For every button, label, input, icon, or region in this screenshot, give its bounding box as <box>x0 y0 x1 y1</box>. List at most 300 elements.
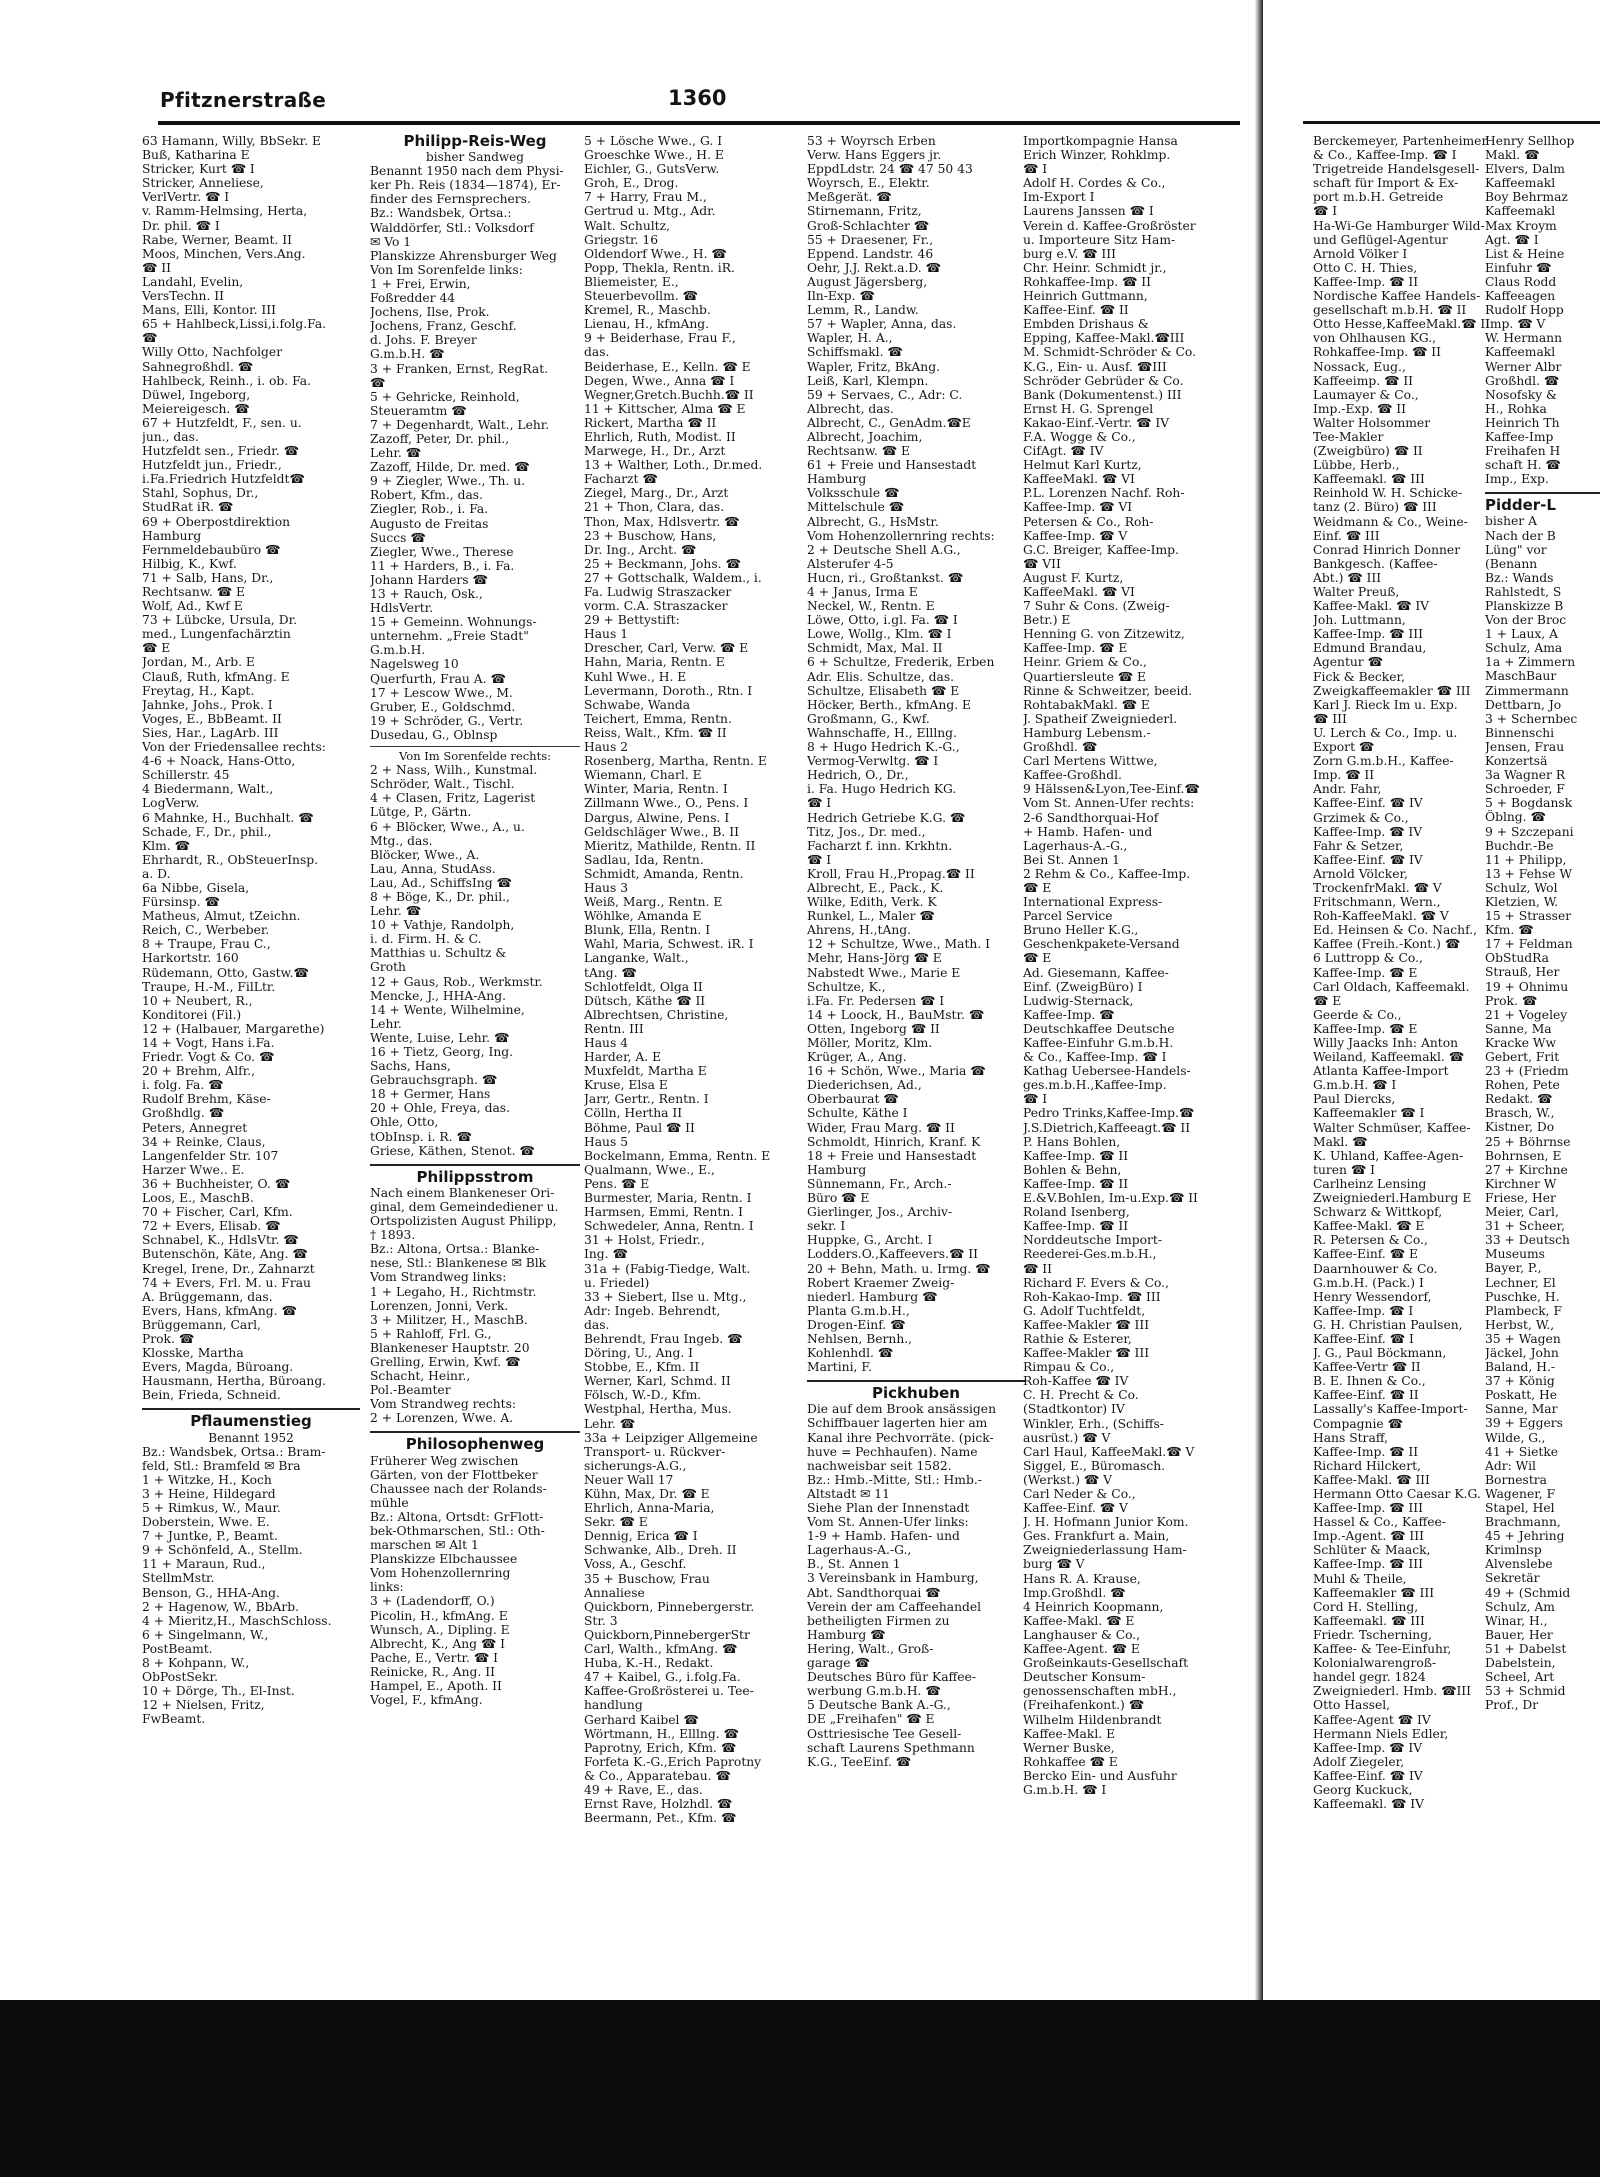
entry-line: turen ☎ I <box>1313 1162 1375 1177</box>
street-subtitle: bisher Sandweg <box>426 150 524 165</box>
entry-line: Harzer Wwe.. E. <box>142 1162 245 1177</box>
entry-line: Werner Albr <box>1485 359 1562 374</box>
entry-line: Ing. ☎ <box>584 1247 628 1262</box>
entry-line: Ziegel, Marg., Dr., Arzt <box>584 486 729 501</box>
street-subtitle: Benannt 1952 <box>208 1430 294 1445</box>
entry-line: Adr: Wil <box>1485 1458 1536 1473</box>
entry-line: 1 + Witzke, H., Koch <box>142 1472 272 1487</box>
entry-line: 37 + König <box>1485 1374 1555 1389</box>
entry-line: das. <box>584 1317 610 1332</box>
entry-line: Prok. ☎ <box>1485 993 1538 1008</box>
entry-line: i.Fa. Fr. Pedersen ☎ I <box>807 993 945 1008</box>
entry-line: betheiligten Firmen zu <box>807 1613 950 1628</box>
entry-line: Carl Neder & Co., <box>1023 1487 1136 1501</box>
entry-line: 5 Deutsche Bank A.-G., <box>807 1698 951 1713</box>
entry-line: Matheus, Almut, tZeichn. <box>142 909 301 924</box>
entry-line: Großhdl. ☎ <box>1485 373 1560 388</box>
entry-line: Roland Isenberg, <box>1023 1205 1130 1220</box>
entry-line: Adolf H. Cordes & Co., <box>1023 176 1166 191</box>
entry-line: u. Importeure Sitz Ham- <box>1023 232 1176 247</box>
entry-line: Pol.-Beamter <box>370 1383 451 1398</box>
entry-line: Beermann, Pet., Kfm. ☎ <box>584 1811 737 1826</box>
entry-line: 1 + Laux, A <box>1485 627 1558 642</box>
entry-line: Albrecht, C., GenAdm.☎E <box>807 415 971 430</box>
entry-line: Heinrich Guttmann, <box>1023 289 1148 304</box>
entry-line: Lehr. <box>370 1016 402 1031</box>
entry-line: Gärten, von der Flottbeker <box>370 1467 538 1482</box>
entry-line: Oehr, J.J. Rekt.a.D. ☎ <box>807 260 941 275</box>
street-header: Pfitznerstraße <box>160 88 327 112</box>
entry-line: Lau, Anna, StudAss. <box>370 861 496 876</box>
entry-line: 18 + Freie und Hansestadt <box>807 1148 977 1163</box>
entry-line: Jahnke, Johs., Prok. I <box>142 697 273 712</box>
entry-line: Möller, Moritz, Klm. <box>807 1036 933 1050</box>
entry-line: Reinhold W. H. Schicke- <box>1313 486 1463 501</box>
entry-line: Lehr. ☎ <box>584 1416 636 1431</box>
entry-line: Kaffee-Imp. ☎ E <box>1313 965 1418 980</box>
entry-line: Lemm, R., Landw. <box>807 303 919 318</box>
entry-line: Groeschke Wwe., H. E <box>584 148 724 163</box>
page-number: 1360 <box>668 86 727 110</box>
entry-line: Qualmann, Wwe., E., <box>584 1162 715 1177</box>
entry-line: Doberstein, Wwe. E. <box>142 1515 270 1530</box>
entry-line: 14 + Loock, H., BauMstr. ☎ <box>807 1007 985 1022</box>
entry-line: International Express- <box>1023 895 1163 910</box>
entry-line: Pedro Trinks,Kaffee-Imp.☎ <box>1023 1106 1195 1121</box>
entry-line: 16 + Schön, Wwe., Maria ☎ <box>807 1064 986 1079</box>
entry-line: Osttriesische Tee Gesell- <box>807 1726 962 1741</box>
entry-line: Alvenslebe <box>1485 1557 1553 1572</box>
entry-line: 29 + Bettystift: <box>584 613 680 628</box>
entry-line: 11 + Harders, B., i. Fa. <box>370 558 515 573</box>
entry-line: Schade, F., Dr., phil., <box>142 824 272 839</box>
entry-line: Kaffee-Makl. ☎ E <box>1313 1219 1425 1234</box>
entry-line: K. Uhland, Kaffee-Agen- <box>1313 1148 1464 1163</box>
entry-line: Mencke, J., HHA-Ang. <box>370 988 506 1003</box>
entry-line: Bei St. Annen 1 <box>1023 852 1120 867</box>
entry-line: ☎ E <box>142 641 171 656</box>
entry-list <box>1313 134 1503 1811</box>
entry-line: Burmester, Maria, Rentn. I <box>584 1191 752 1206</box>
entry-line: Planta G.m.b.H., <box>807 1303 910 1318</box>
entry-line: Querfurth, Frau A. ☎ <box>370 671 506 686</box>
entry-line: Kaffee- & Tee-Einfuhr, <box>1313 1642 1452 1657</box>
entry-line: Ehrhardt, R., ObSteuerInsp. <box>142 852 319 867</box>
entry-line: G. H. Christian Paulsen, <box>1313 1317 1463 1332</box>
entry-line: Siehe Plan der Innenstadt <box>807 1501 970 1515</box>
entry-line: Werner, Karl, Schmd. II <box>584 1374 731 1389</box>
entry-line: (Freihafenkont.) ☎ <box>1023 1698 1145 1713</box>
entry-line: Degen, Wwe., Anna ☎ I <box>584 373 735 388</box>
entry-line: Dabelstein, <box>1485 1656 1556 1671</box>
entry-line: 2 + Lorenzen, Wwe. A. <box>370 1411 514 1426</box>
entry-line: Kaffee-Imp. ☎ III <box>1313 1557 1423 1572</box>
entry-line: Roh-Kaffee ☎ IV <box>1023 1374 1129 1389</box>
entry-line: Otto C. H. Thies, <box>1313 260 1418 275</box>
entry-line: Imp.Großhdl. ☎ <box>1023 1585 1126 1600</box>
entry-line: Walter Preuß, <box>1313 585 1400 599</box>
entry-line: Lau, Ad., SchiffsIng ☎ <box>370 875 512 890</box>
entry-line: Woyrsch, E., Elektr. <box>807 176 930 191</box>
entry-line: Henry Wessendorf, <box>1313 1289 1432 1304</box>
entry-line: Agt. ☎ I <box>1485 232 1539 247</box>
entry-line: Str. 3 <box>584 1613 618 1628</box>
entry-line: Sahnegroßhdl. ☎ <box>142 359 254 374</box>
entry-line: 49 + (Schmid <box>1485 1585 1571 1600</box>
entry-line: Rudolf Brehm, Käse- <box>142 1092 271 1107</box>
entry-line: 69 + Oberpostdirektion <box>142 514 291 529</box>
entry-line: Dusedau, G., Oblnsp <box>370 727 498 742</box>
entry-line: Altstadt ✉ 11 <box>807 1486 890 1501</box>
entry-line: Bohlen & Behn, <box>1023 1162 1122 1177</box>
entry-line: 59 + Servaes, C., Adr: C. <box>807 387 963 402</box>
entry-line: H., Rohka <box>1485 401 1547 416</box>
entry-line: ausrüst.) ☎ V <box>1023 1430 1111 1445</box>
entry-line: 15 + Gemeinn. Wohnungs- <box>370 615 537 630</box>
entry-line: Kaffee-Imp. ☎ IV <box>1313 824 1423 839</box>
entry-line: Parcel Service <box>1023 909 1113 924</box>
entry-list <box>584 134 797 1825</box>
entry-line: Kaffee-Einf. ☎ I <box>1313 1331 1414 1346</box>
entry-line: 6 + Blöcker, Wwe., A., u. <box>370 819 525 834</box>
entry-line: Kaffee-Imp. ☎ IV <box>1313 1740 1423 1755</box>
entry-line: Annaliese <box>584 1585 645 1600</box>
entry-list <box>370 1454 580 1708</box>
entry-line: von Ohlhausen KG., <box>1313 331 1437 346</box>
entry-line: 27 + Kirchne <box>1485 1162 1568 1177</box>
entry-line: FwBeamt. <box>142 1712 206 1727</box>
entry-line: 10 + Neubert, R., <box>142 993 253 1008</box>
column-5 <box>1023 134 1235 1797</box>
entry-line: ☎ I <box>807 796 832 811</box>
entry-line: J.S.Dietrich,Kaffeeagt.☎ II <box>1023 1120 1191 1135</box>
entry-line: Bockelmann, Emma, Rentn. E <box>584 1148 771 1163</box>
entry-line: Kistner, Do <box>1485 1120 1555 1135</box>
entry-line: 51 + Dabelst <box>1485 1641 1567 1656</box>
entry-line: Martini, F. <box>807 1360 872 1375</box>
entry-line: Augusto de Freitas <box>370 516 489 531</box>
entry-line: Wider, Frau Marg. ☎ II <box>807 1120 955 1135</box>
entry-line: 7 + Juntke, P., Beamt. <box>142 1529 278 1544</box>
entry-line: Schacht, Heinr., <box>370 1369 471 1384</box>
entry-line: Lehr. ☎ <box>370 446 422 461</box>
entry-line: Adr. Elis. Schultze, das. <box>807 669 955 684</box>
entry-line: Vom Strandweg links: <box>370 1270 507 1285</box>
column-4 <box>807 134 1025 1769</box>
entry-line: Hutzfeldt jun., Friedr., <box>142 458 282 473</box>
entry-line: 31 + Holst, Friedr., <box>584 1233 705 1248</box>
entry-line: Großhdlg. ☎ <box>142 1106 225 1121</box>
entry-line: VersTechn. II <box>142 289 225 304</box>
entry-line: Ohle, Otto, <box>370 1115 439 1130</box>
entry-line: Moos, Minchen, Vers.Ang. <box>142 246 306 261</box>
entry-line: Adolf Ziegeler, <box>1313 1754 1405 1769</box>
entry-line: 12 + Gaus, Rob., Werkmstr. <box>370 974 543 989</box>
entry-line: Kaffee-Makl. ☎ IV <box>1313 599 1430 614</box>
entry-line: 11 + Kittscher, Alma ☎ E <box>584 401 746 416</box>
entry-line: 10 + Vathje, Randolph, <box>370 918 515 933</box>
entry-line: ☎ I <box>1313 204 1338 219</box>
entry-line: Mittelschule ☎ <box>807 500 905 515</box>
entry-line: Gruber, E., Goldschmd. <box>370 699 516 714</box>
entry-line: 1 + Legaho, H., Richtmstr. <box>370 1284 537 1299</box>
entry-line: vorm. C.A. Straszacker <box>584 599 728 614</box>
entry-line: 9 + Schönfeld, A., Stellm. <box>142 1543 303 1558</box>
entry-line: 7 Suhr & Cons. (Zweig- <box>1023 599 1170 614</box>
entry-line: 72 + Evers, Elisab. ☎ <box>142 1219 281 1234</box>
entry-line: Jensen, Frau <box>1485 739 1565 754</box>
entry-line: G.m.b.H. ☎ I <box>1313 1078 1397 1093</box>
entry-line: J. H. Hofmann Junior Kom. <box>1023 1515 1189 1530</box>
entry-line: Kaffee-Imp. ☎ <box>1023 1007 1115 1022</box>
entry-line: Lechner, El <box>1485 1275 1556 1290</box>
entry-line: Rimpau & Co., <box>1023 1360 1115 1375</box>
entry-line: Blankeneser Hauptstr. 20 <box>370 1340 530 1355</box>
entry-line: Eichler, G., GutsVerw. <box>584 162 720 177</box>
entry-line: 21 + Vogeley <box>1485 1007 1568 1022</box>
entry-line: LogVerw. <box>142 796 200 811</box>
entry-line: F.A. Wogge & Co., <box>1023 429 1136 444</box>
entry-line: Carl, Walth., kfmAng. ☎ <box>584 1642 738 1657</box>
entry-line: 14 + Vogt, Hans i.Fa. <box>142 1036 275 1050</box>
entry-line: Zimmermann <box>1485 683 1569 698</box>
entry-line: 39 + Eggers <box>1485 1416 1563 1431</box>
entry-line: Bornestra <box>1485 1472 1547 1487</box>
entry-line: 4 + Clasen, Fritz, Lagerist <box>370 791 536 806</box>
entry-line: Imp. ☎ V <box>1485 317 1546 332</box>
entry-line: Imp. ☎ II <box>1313 768 1375 783</box>
entry-line: Kaffeemakl. ☎ III <box>1313 472 1425 487</box>
entry-line: Ernst Rave, Holzhdl. ☎ <box>584 1797 733 1812</box>
entry-line: niederl. Hamburg ☎ <box>807 1289 938 1304</box>
entry-line: 34 + Reinke, Claus, <box>142 1134 266 1149</box>
entry-line: 3 Vereinsbank in Hamburg, <box>807 1571 979 1586</box>
entry-line: Karl J. Rieck Im u. Exp. <box>1313 697 1458 712</box>
entry-line: Behrendt, Frau Ingeb. ☎ <box>584 1331 743 1346</box>
entry-line: Reederei-Ges.m.b.H., <box>1023 1247 1157 1262</box>
entry-line: Harkortstr. 160 <box>142 951 239 966</box>
entry-line: M. Schmidt-Schröder & Co. <box>1023 345 1197 360</box>
entry-line: Schwedeler, Anna, Rentn. I <box>584 1219 754 1234</box>
entry-line: Kaffee-Einfuhr G.m.b.H. <box>1023 1036 1174 1050</box>
entry-list <box>370 164 580 742</box>
entry-line: Quickborn,PinnebergerStr <box>584 1627 750 1642</box>
entry-line: Zweigniederlassung Ham- <box>1023 1543 1187 1558</box>
entry-line: 6 + Schultze, Frederik, Erben <box>807 655 995 670</box>
entry-line: Thon, Max, Hdlsvertr. ☎ <box>584 514 740 529</box>
entry-line: Wolf, Ad., Kwf E <box>142 599 243 614</box>
entry-line: Büro ☎ E <box>807 1191 870 1206</box>
entry-line: 1a + Zimmern <box>1485 655 1576 670</box>
entry-line: Haus 3 <box>584 880 629 895</box>
entry-line: Kaffee-Einf. ☎ IV <box>1313 796 1423 811</box>
entry-line: Imp.-Exp. ☎ II <box>1313 401 1406 416</box>
entry-line: Hahlbeck, Reinh., i. ob. Fa. <box>142 373 312 388</box>
entry-line: feld, Stl.: Bramfeld ✉ Bra <box>142 1458 301 1473</box>
entry-line: Evers, Hans, kfmAng. ☎ <box>142 1303 297 1318</box>
entry-line: Rabe, Werner, Beamt. II <box>142 232 292 247</box>
entry-line: Bruno Heller K.G., <box>1023 923 1139 938</box>
entry-line: Zweigniederl.Hamburg E <box>1313 1191 1472 1206</box>
entry-line: 13 + Rauch, Osk., <box>370 587 483 601</box>
entry-line: Kaffeemakl <box>1485 204 1556 219</box>
entry-line: Einf. ☎ III <box>1313 528 1380 543</box>
entry-line: 71 + Salb, Hans, Dr., <box>142 570 274 585</box>
entry-line: Voges, E., BbBeamt. II <box>142 711 282 726</box>
entry-line: MaschBaur <box>1485 669 1557 684</box>
entry-line: Nossack, Eug., <box>1313 359 1406 374</box>
entry-line: Walt. Schultz, <box>584 218 671 233</box>
entry-line: ☎ II <box>142 260 171 275</box>
entry-line: 20 + Ohle, Freya, das. <box>370 1101 511 1116</box>
entry-line: Lowe, Wollg., Klm. ☎ I <box>807 627 952 642</box>
street-title: Pickhuben <box>807 1380 1025 1402</box>
entry-line: Wilde, G., <box>1485 1430 1546 1445</box>
entry-line: Trigetreide Handelsgesell- <box>1313 162 1480 177</box>
entry-line: 4 + Janus, Irma E <box>807 585 918 599</box>
entry-line: Makl. ☎ <box>1313 1134 1368 1149</box>
entry-list <box>142 1445 360 1727</box>
entry-line: Conrad Hinrich Donner <box>1313 542 1461 557</box>
entry-line: Rinne & Schweitzer, beeid. <box>1023 683 1193 698</box>
entry-line: Nach einem Blankeneser Ori- <box>370 1185 555 1200</box>
entry-line: 17 + Feldman <box>1485 937 1573 952</box>
entry-line: Otto Hesse,KaffeeMakl.☎ II <box>1313 317 1491 332</box>
entry-line: Diederichsen, Ad., <box>807 1078 922 1093</box>
entry-line: ObPostSekr. <box>142 1670 218 1685</box>
entry-line: Bz.: Wands <box>1485 570 1554 585</box>
entry-line: Dr. phil. ☎ I <box>142 218 220 233</box>
entry-line: 3 + (Ladendorff, O.) <box>370 1594 495 1609</box>
entry-line: Haus 4 <box>584 1036 629 1050</box>
entry-line: Geschenkpakete-Versand <box>1023 937 1180 952</box>
entry-line: Claus Rodd <box>1485 274 1557 289</box>
entry-line: G.m.b.H. ☎ <box>370 347 445 362</box>
entry-line: August Jägersberg, <box>807 274 928 289</box>
entry-line: † 1893. <box>370 1228 416 1243</box>
entry-line: ☎ VII <box>1023 556 1061 571</box>
entry-line: 6 Mahnke, H., Buchhalt. ☎ <box>142 810 314 825</box>
entry-line: Makl. ☎ <box>1485 148 1540 163</box>
entry-line: tanz (2. Büro) ☎ III <box>1313 500 1437 515</box>
entry-line: Export ☎ <box>1313 740 1375 755</box>
entry-line: 5 + Bogdansk <box>1485 796 1573 811</box>
entry-line: Wiemann, Charl. E <box>584 768 702 783</box>
entry-line: Ziegler, Rob., i. Fa. <box>370 502 489 517</box>
entry-line: Wunsch, A., Dipling. E <box>370 1622 510 1637</box>
entry-line: i. folg. Fa. ☎ <box>142 1078 224 1093</box>
entry-line: Compagnie ☎ <box>1313 1416 1403 1431</box>
entry-line: Agentur ☎ <box>1313 655 1383 670</box>
entry-line: Hans R. A. Krause, <box>1023 1571 1141 1586</box>
entry-line: 74 + Evers, Frl. M. u. Frau <box>142 1275 311 1290</box>
entry-line: Wörtmann, H., Elllng. ☎ <box>584 1726 739 1741</box>
entry-line: Hamburg Lebensm.- <box>1023 725 1151 740</box>
entry-line: Großhdl. ☎ <box>1023 740 1098 755</box>
entry-line: Deutschkaffee Deutsche <box>1023 1021 1175 1036</box>
entry-line: Benson, G., HHA-Ang. <box>142 1585 280 1600</box>
entry-line: Werner Buske, <box>1023 1740 1115 1755</box>
entry-line: Krüger, A., Ang. <box>807 1050 907 1065</box>
entry-line: 8 + Hugo Hedrich K.-G., <box>807 740 960 755</box>
entry-line: 3 + Militzer, H., MaschB. <box>370 1312 528 1327</box>
entry-line: Rudolf Hopp <box>1485 303 1564 318</box>
entry-line: schaft für Import & Ex- <box>1313 176 1459 191</box>
entry-line: Lübbe, Herb., <box>1313 458 1400 473</box>
entry-line: Muxfeldt, Martha E <box>584 1064 707 1079</box>
entry-line: Cord H. Stelling, <box>1313 1599 1419 1614</box>
entry-line: Reich, C., Werbeber. <box>142 923 270 938</box>
entry-line: Ortspolizisten August Philipp, <box>370 1214 557 1229</box>
entry-line: Kaffee-Makler ☎ III <box>1023 1346 1150 1361</box>
entry-line: Nehlsen, Bernh., <box>807 1331 913 1346</box>
entry-line: Vom St. Annen-Ufer rechts: <box>1023 796 1195 811</box>
entry-line: Griegstr. 16 <box>584 232 659 247</box>
entry-line: Gebert, Frit <box>1485 1050 1560 1064</box>
entry-line: Chr. Heinr. Schmidt jr., <box>1023 260 1167 275</box>
entry-line: 17 + Lescow Wwe., M. <box>370 685 513 700</box>
entry-line: Landahl, Evelin, <box>142 274 244 289</box>
entry-line: 65 + Hahlbeck,Lissi,i.folg.Fa. <box>142 317 327 332</box>
entry-line: Walter Schmüser, Kaffee- <box>1313 1120 1471 1135</box>
entry-line: Facharzt ☎ <box>584 472 658 487</box>
entry-line: Bz.: Hmb.-Mitte, Stl.: Hmb.- <box>807 1472 982 1487</box>
entry-line: 8 + Kohpann, W., <box>142 1656 250 1671</box>
entry-line: Gebrauchsgraph. ☎ <box>370 1073 498 1088</box>
entry-line: Bank (Dokumentenst.) III <box>1023 387 1182 402</box>
entry-line: ginal, dem Gemeindediener u. <box>370 1199 559 1214</box>
entry-line: gesellschaft m.b.H. ☎ II <box>1313 303 1467 318</box>
entry-line: Nagelsweg 10 <box>370 657 459 672</box>
entry-line: burg ☎ V <box>1023 1557 1085 1572</box>
column-1 <box>142 134 360 1727</box>
entry-line: 23 + (Friedm <box>1485 1064 1569 1079</box>
entry-line: marschen ✉ Alt 1 <box>370 1538 479 1553</box>
entry-line: Evers, Magda, Büroang. <box>142 1360 294 1375</box>
entry-line: CifAgt. ☎ IV <box>1023 444 1104 459</box>
entry-line: Schlotfeldt, Olga II <box>584 979 703 994</box>
entry-line: Kaffee-Makler ☎ III <box>1023 1317 1150 1332</box>
entry-line: 9 + Szczepani <box>1485 824 1574 839</box>
entry-line: Kaffee-Makl. ☎ III <box>1313 1472 1430 1487</box>
entry-line: & Co., Kaffee-Imp. ☎ I <box>1313 148 1457 163</box>
entry-line: handlung <box>584 1698 643 1713</box>
entry-line: Lagerhaus-A.-G., <box>807 1543 912 1558</box>
entry-line: Jarr, Gertr., Rentn. I <box>584 1092 709 1107</box>
entry-line: 15 + Strasser <box>1485 909 1572 924</box>
entry-line: Kaffee-Imp. ☎ VI <box>1023 500 1133 515</box>
entry-line: Stobbe, E., Kfm. II <box>584 1360 700 1375</box>
entry-line: VerlVertr. ☎ I <box>142 190 230 205</box>
entry-line: Paul Diercks, <box>1313 1092 1396 1107</box>
entry-line: Popp, Thekla, Rentn. iR. <box>584 260 735 275</box>
right-column-1 <box>1313 134 1503 1811</box>
entry-line: Kaffee-Agent ☎ IV <box>1313 1712 1431 1727</box>
entry-line: Weidmann & Co., Weine- <box>1313 514 1468 529</box>
entry-line: Griese, Käthen, Stenot. ☎ <box>370 1143 535 1158</box>
entry-line: Tee-Makler <box>1313 429 1384 444</box>
entry-line: (Werkst.) ☎ V <box>1023 1472 1113 1487</box>
entry-line: Hausmann, Hertha, Büroang. <box>142 1374 327 1389</box>
entry-line: Zweigkaffeemakler ☎ III <box>1313 683 1471 698</box>
entry-line: Hamburg ☎ <box>807 1627 886 1642</box>
entry-line: (Zweigbüro) ☎ II <box>1313 444 1423 459</box>
entry-line: jun., das. <box>142 429 199 444</box>
entry-line: 27 + Gottschalk, Waldem., i. <box>584 570 762 585</box>
entry-line: Fölsch, W.-D., Kfm. <box>584 1388 702 1403</box>
street-title: Philippsstrom <box>370 1164 580 1186</box>
entry-line: Kaffeeagen <box>1485 289 1556 304</box>
